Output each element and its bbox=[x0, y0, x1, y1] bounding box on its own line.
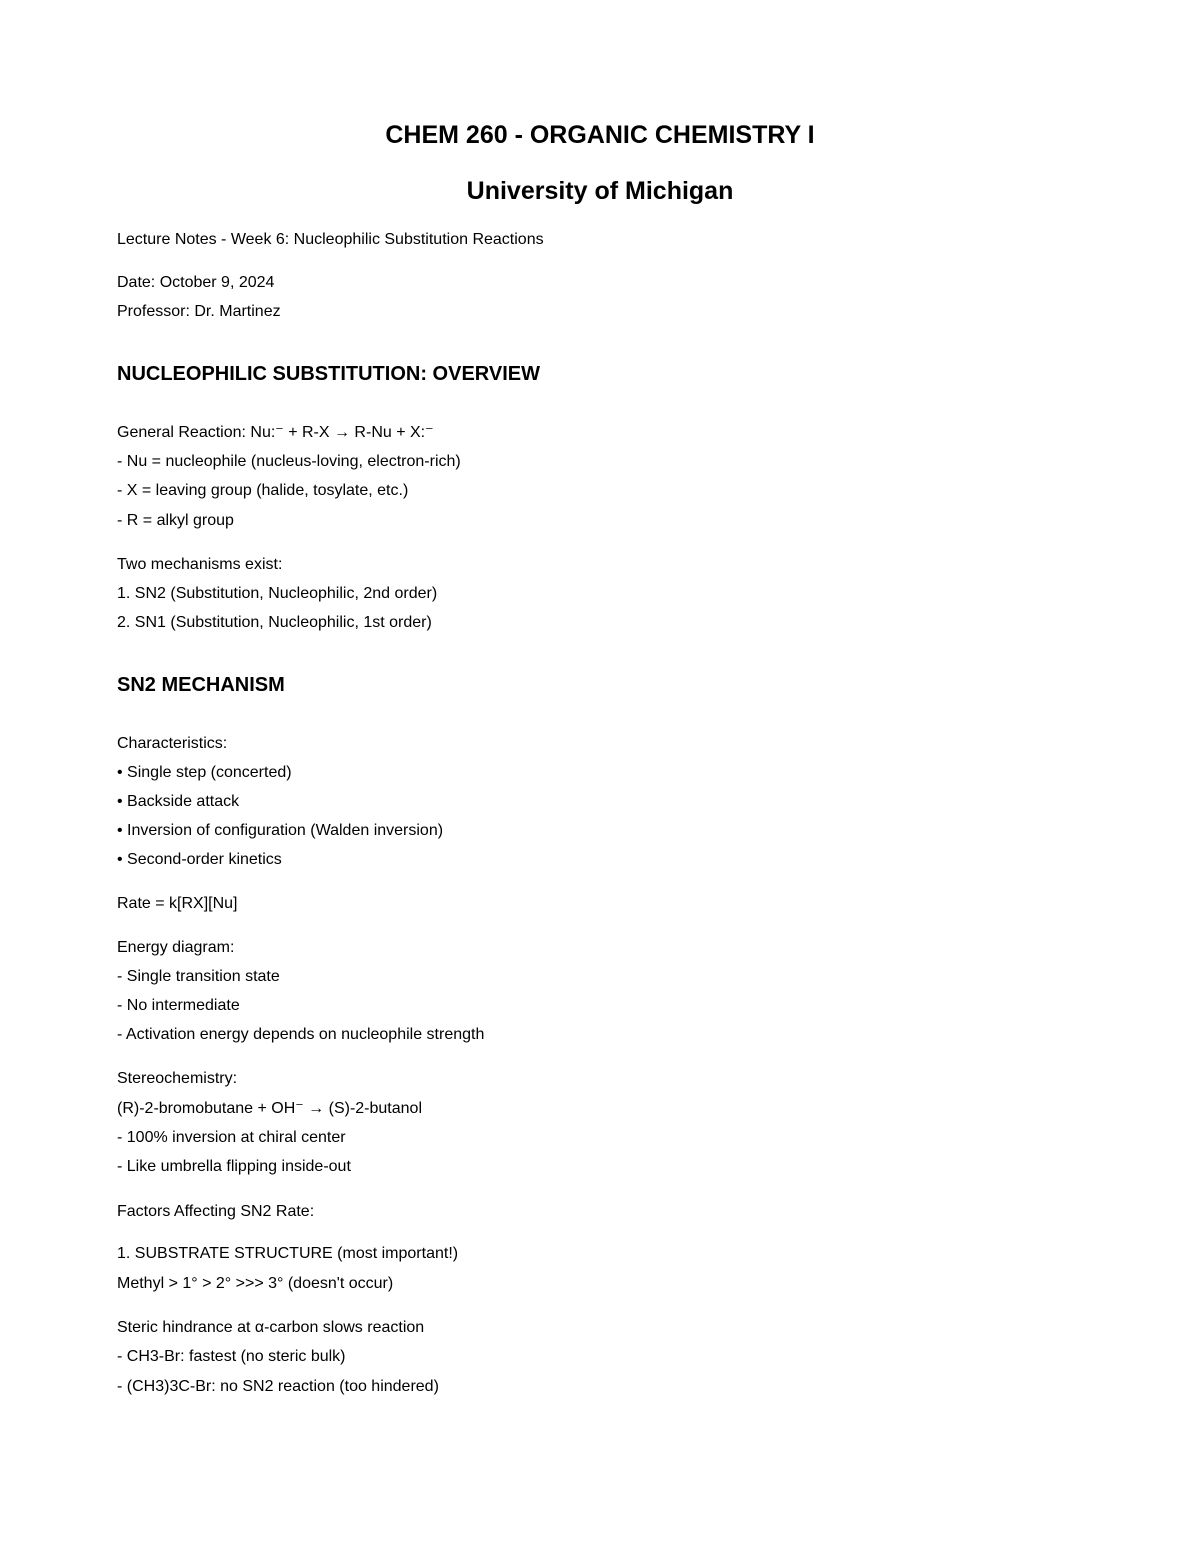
general-reaction: General Reaction: Nu:⁻ + R-X → R-Nu + X:⁻ bbox=[117, 424, 434, 441]
energy-item: - Single transition state bbox=[117, 968, 280, 985]
definition-item: - X = leaving group (halide, tosylate, etc.) bbox=[117, 482, 409, 499]
course-title: CHEM 260 - ORGANIC CHEMISTRY I bbox=[385, 121, 815, 149]
university-name: University of Michigan bbox=[466, 177, 734, 205]
steric-item: - CH3-Br: fastest (no steric bulk) bbox=[117, 1348, 346, 1365]
energy-item: - No intermediate bbox=[117, 997, 240, 1014]
steric-item: Steric hindrance at α-carbon slows reaction bbox=[117, 1319, 425, 1336]
mechanisms-intro: Two mechanisms exist: bbox=[117, 556, 283, 573]
lecture-line: Lecture Notes - Week 6: Nucleophilic Substitution Reactions bbox=[117, 231, 544, 248]
definition-item: - R = alkyl group bbox=[117, 512, 234, 529]
mechanism-item: 2. SN1 (Substitution, Nucleophilic, 1st order) bbox=[117, 614, 432, 631]
substrate-title: 1. SUBSTRATE STRUCTURE (most important!) bbox=[117, 1245, 459, 1262]
rate-equation: Rate = k[RX][Nu] bbox=[117, 895, 238, 912]
date-line: Date: October 9, 2024 bbox=[117, 274, 275, 291]
characteristic-item: • Inversion of configuration (Walden inversion) bbox=[117, 822, 444, 839]
stereochemistry-item: - Like umbrella flipping inside-out bbox=[117, 1158, 351, 1175]
stereochemistry-label: Stereochemistry: bbox=[117, 1070, 238, 1087]
characteristic-item: • Second-order kinetics bbox=[117, 851, 282, 868]
definition-item: - Nu = nucleophile (nucleus-loving, electron-rich) bbox=[117, 453, 461, 470]
stereochemistry-item: - 100% inversion at chiral center bbox=[117, 1129, 346, 1146]
steric-item: - (CH3)3C-Br: no SN2 reaction (too hindered) bbox=[117, 1378, 439, 1395]
substrate-order: Methyl > 1° > 2° >>> 3° (doesn't occur) bbox=[117, 1275, 394, 1292]
characteristic-item: • Backside attack bbox=[117, 793, 240, 810]
stereochemistry-item: (R)-2-bromobutane + OH⁻ → (S)-2-butanol bbox=[117, 1100, 422, 1117]
characteristic-item: • Single step (concerted) bbox=[117, 764, 292, 781]
overview-heading: NUCLEOPHILIC SUBSTITUTION: OVERVIEW bbox=[117, 363, 540, 385]
characteristics-label: Characteristics: bbox=[117, 735, 228, 752]
energy-item: - Activation energy depends on nucleophile strength bbox=[117, 1026, 485, 1043]
professor-line: Professor: Dr. Martinez bbox=[117, 303, 281, 320]
sn2-heading: SN2 MECHANISM bbox=[117, 674, 285, 696]
factors-label: Factors Affecting SN2 Rate: bbox=[117, 1203, 315, 1220]
energy-label: Energy diagram: bbox=[117, 939, 235, 956]
mechanism-item: 1. SN2 (Substitution, Nucleophilic, 2nd order) bbox=[117, 585, 438, 602]
